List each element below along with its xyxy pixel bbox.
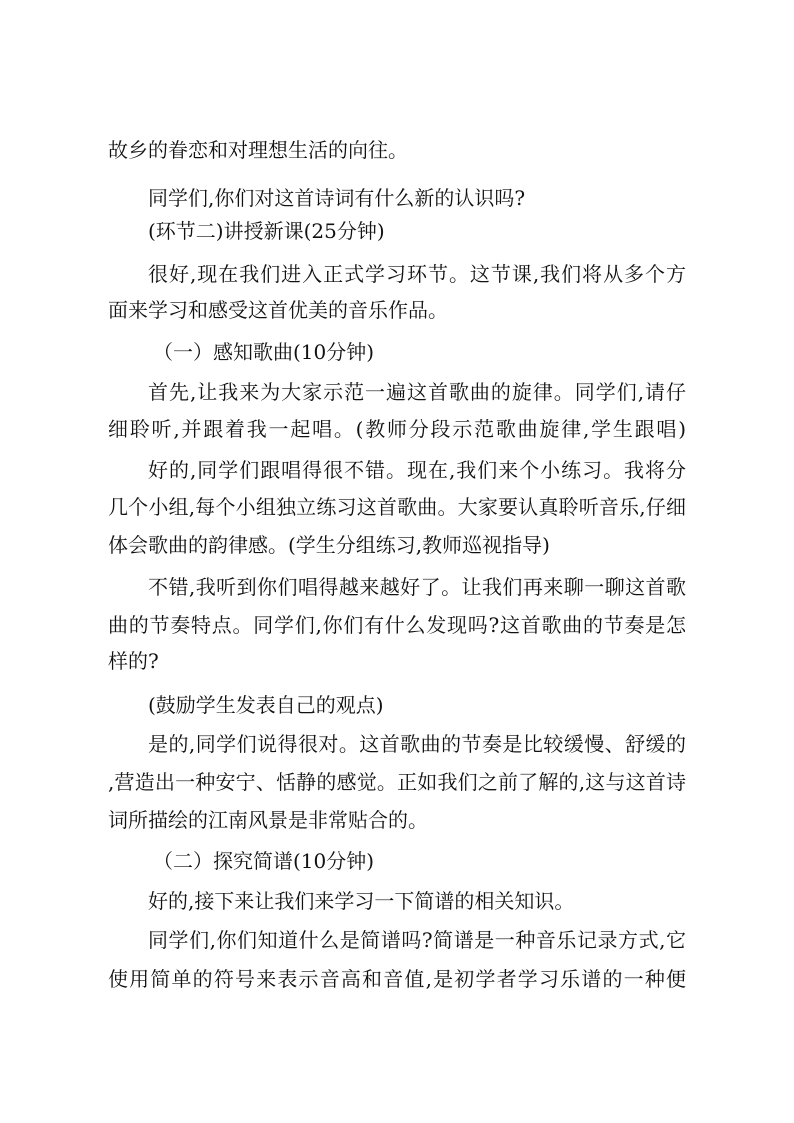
section-heading: （一）感知歌曲(10分钟): [153, 340, 375, 364]
text-line: 同学们,你们对这首诗词有什么新的认识吗?: [148, 186, 526, 210]
text-line: 好的,接下来让我们来学习一下简谱的相关知识。: [148, 889, 575, 913]
text-line: ,营造出一种安宁、恬静的感觉。正如我们之前了解的,这与这首诗: [108, 770, 686, 794]
text-line: 细聆听,并跟着我一起唱。(教师分段示范歌曲旋律,学生跟唱): [108, 417, 686, 441]
text-line: 体会歌曲的韵律感。(学生分组练习,教师巡视指导): [108, 533, 550, 557]
text-line: 不错,我听到你们唱得越来越好了。让我们再来聊一聊这首歌: [148, 575, 686, 599]
section-heading: （二）探究简谱(10分钟): [153, 849, 375, 873]
text-line: 词所描绘的江南风景是非常贴合的。: [108, 808, 428, 832]
text-line: 首先,让我来为大家示范一遍这首歌曲的旋律。同学们,请仔: [148, 380, 686, 404]
text-line: (鼓励学生发表自己的观点): [148, 693, 384, 717]
text-line: 几个小组,每个小组独立练习这首歌曲。大家要认真聆听音乐,仔细: [108, 495, 686, 519]
text-line: 很好,现在我们进入正式学习环节。这节课,我们将从多个方: [148, 262, 686, 286]
text-line: 面来学习和感受这首优美的音乐作品。: [108, 298, 448, 322]
text-line: 曲的节奏特点。同学们,你们有什么发现吗?这首歌曲的节奏是怎: [108, 613, 686, 637]
text-line: 故乡的眷恋和对理想生活的向往。: [108, 138, 408, 162]
text-line: 样的?: [108, 649, 159, 673]
text-line: 同学们,你们知道什么是简谱吗?简谱是一种音乐记录方式,它: [148, 928, 686, 952]
text-line: (环节二)讲授新课(25分钟): [148, 219, 385, 243]
text-line: 好的,同学们跟唱得很不错。现在,我们来个小练习。我将分: [148, 458, 686, 482]
text-line: 是的,同学们说得很对。这首歌曲的节奏是比较缓慢、舒缓的: [148, 732, 686, 756]
text-line: 使用简单的符号来表示音高和音值,是初学者学习乐谱的一种便: [108, 967, 686, 991]
